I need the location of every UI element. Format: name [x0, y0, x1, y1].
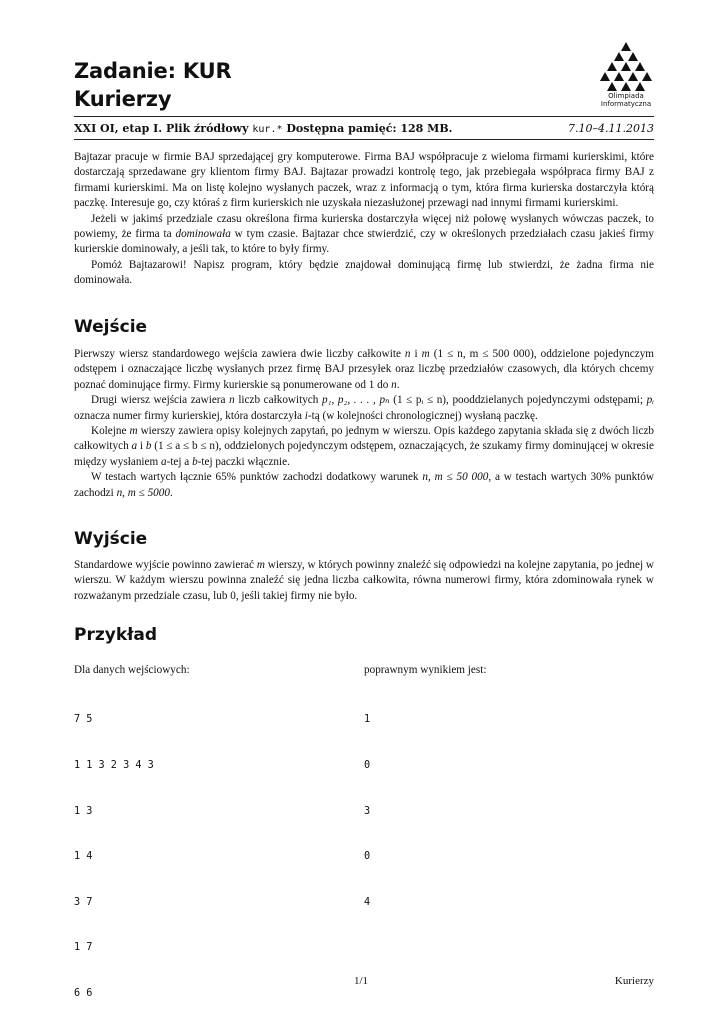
task-meta [74, 122, 654, 135]
meta-memory: Dostępna pamięć: 128 MB. [286, 122, 453, 135]
output-description [74, 558, 654, 604]
example-output-line: 4 [364, 896, 371, 908]
example-output-block [364, 682, 376, 925]
meta-rule [74, 139, 654, 140]
example-output-line: 0 [364, 851, 371, 863]
example-input-label: Dla danych wejściowych: [74, 664, 190, 676]
story-paragraph-2: Jeżeli w jakimś przedziale czasu określona firma kurierska dostarczyła więcej niż połowę wysłanych wówczas paczek, to powiemy, że firma ta dominowała w tym czasie. Bajtazar chce stwierdzić, czy w określonych przedziałach czasu jakieś firmy kurierskie dominowały, a jeśli tak, to które to były firmy. [74, 212, 654, 256]
output-heading: Wyjście [74, 529, 148, 549]
input-paragraph-3: Kolejne m wierszy zawiera opisy kolejnych zapytań, po jednym w wierszu. Opis każdego zapytania składa się z dwóch liczb całkowitych a i b (1 ≤ a ≤ b ≤ n), oddzielonych pojedynczym odstępem, oznaczających, że szukamy firmy dominującej w okresie między wysłaniem a-tej a b-tej paczki włącznie. [74, 425, 654, 468]
example-input-block [74, 682, 154, 1016]
page-number: 1/1 [354, 975, 369, 987]
input-paragraph-1: Pierwszy wiersz standardowego wejścia zawiera dwie liczby całkowite n i m (1 ≤ n, m ≤ 500 000), oddzielone pojedynczym odstępem i oznaczające liczbę wysłanych przez firmę BAJ przesyłek oraz liczbę przedziałów czasowych, dla których chcemy poznać dominujące firmy. Firmy kurierskie są ponumerowane od 1 do n. [74, 348, 654, 391]
example-output-label: poprawnym wynikiem jest: [364, 664, 487, 676]
example-input-line: 1 7 [74, 942, 93, 954]
input-paragraph-4: W testach wartych łącznie 65% punktów zachodzi dodatkowy warunek n, m ≤ 50 000, a w testach wartych 30% punktów zachodzi n, m ≤ 5000. [74, 471, 654, 499]
example-output-line: 3 [364, 805, 371, 817]
logo-text-line-1: Olimpiada [608, 92, 644, 100]
story-paragraph-3: Pomóż Bajtazarowi! Napisz program, który będzie znajdował dominującą firmę lub stwierdzi, że żadna firma nie dominowała. [74, 258, 654, 287]
task-label: Zadanie: KUR [74, 59, 232, 83]
input-heading: Wejście [74, 317, 148, 337]
header-rule [74, 116, 654, 117]
example-input-line: 1 4 [74, 851, 93, 863]
olimpiada-logo [594, 42, 658, 114]
task-name: Kurierzy [74, 87, 172, 111]
example-input-line: 6 6 [74, 988, 93, 1000]
example-input-line: 7 5 [74, 714, 93, 726]
example-heading: Przykład [74, 625, 158, 645]
example-input-line: 1 3 [74, 805, 93, 817]
contest-dates: 7.10–4.11.2013 [568, 122, 654, 135]
story-paragraph-1: Bajtazar pracuje w firmie BAJ sprzedającej gry komputerowe. Firma BAJ współpracuje z wieloma firmami kurierskimi, które dostarczają sprzedawane gry klientom firmy BAJ. Bajtazar prowadzi kontrolę tego, jak przebiegała współpraca firmy BAJ z firmami kurierskimi. Ma on listę kolejno wysłanych paczek, wraz z informacją o tym, która firma kurierska dostarczyła którą paczkę. Interesuje go, czy któraś z firm kurierskich nie uzyskała niezasłużonej przewagi nad innymi firmami kurierskimi. [74, 151, 654, 210]
example-input-line: 3 7 [74, 896, 93, 908]
example-output-line: 1 [364, 714, 371, 726]
output-paragraph-1: Standardowe wyjście powinno zawierać m wierszy, w których powinny znaleźć się odpowiedzi na kolejne zapytania, po jednej w wierszu. W każdym wierszu powinna znaleźć się jedna liczba całkowita, równa numerowi firmy, która zdominowała rynek w rozważanym przedziale czasu, lub 0, jeśli takiej firmy nie było. [74, 559, 655, 602]
logo-text-line-2: Informatyczna [600, 100, 652, 108]
meta-source-file: kur.* [252, 124, 283, 135]
task-story [74, 150, 654, 289]
example-input-line: 1 1 3 2 3 4 3 [74, 760, 154, 772]
input-description [74, 347, 654, 501]
meta-stage: XXI OI, etap I. Plik źródłowy [74, 122, 249, 135]
input-paragraph-2: Drugi wiersz wejścia zawiera n liczb całkowitych p₁, p₂, . . . , pₙ (1 ≤ pᵢ ≤ n), pooddzielanych pojedynczymi odstępami; pᵢ oznacza numer firmy kurierskiej, która dostarczyła i-tą (w kolejności chronologicznej) wysłaną paczkę. [74, 394, 654, 422]
example-output-line: 0 [364, 760, 371, 772]
triangle-logo-icon [598, 42, 654, 92]
footer-task-name: Kurierzy [614, 975, 654, 987]
